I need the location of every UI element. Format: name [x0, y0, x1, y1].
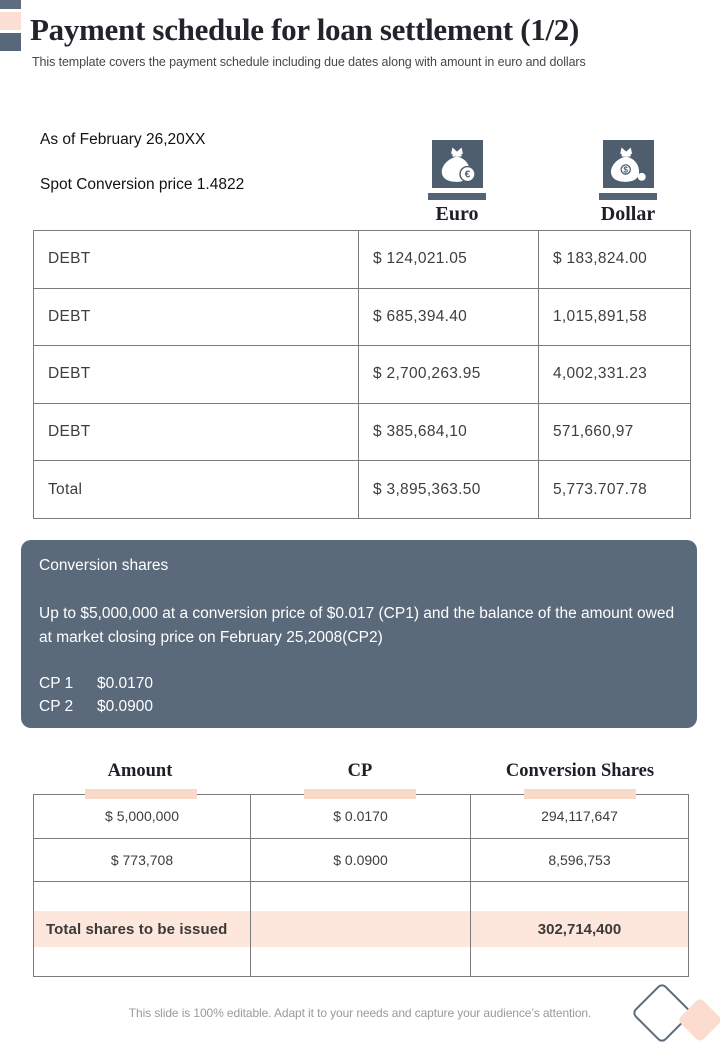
- debt-dollar-cell: 571,660,97: [539, 403, 691, 461]
- debt-euro-cell: $ 685,394.40: [359, 288, 539, 346]
- total-shares-value: 302,714,400: [471, 911, 688, 947]
- cp1-value: $0.0170: [97, 675, 154, 692]
- table-row: [34, 838, 689, 882]
- total-label-cell: Total: [34, 461, 359, 519]
- footer-note: This slide is 100% editable. Adapt it to your needs and capture your audience’s attention.: [128, 1006, 592, 1020]
- debt-label-cell: DEBT: [34, 403, 359, 461]
- cp1-line: [39, 672, 679, 695]
- cp-cell: $ 0.0900: [251, 838, 471, 882]
- conversion-shares-body: Up to $5,000,000 at a conversion price of $0.017 (CP1) and the balance of the amount owed at market closing price on February 25,2008(CP2): [39, 605, 675, 646]
- table-row-total: [34, 461, 691, 519]
- amount-header-accent-bar: [85, 789, 197, 799]
- dollar-money-bag-icon: [603, 140, 654, 188]
- debt-euro-cell: $ 2,700,263.95: [359, 346, 539, 404]
- dollar-label: Dollar: [600, 203, 656, 225]
- total-shares-label-cell: [34, 882, 251, 977]
- cp1-label: CP 1: [39, 675, 74, 692]
- table-row: [34, 403, 691, 461]
- corner-square-peach: [0, 12, 21, 30]
- conversion-shares-header-accent-bar: [524, 789, 636, 799]
- table-row: [34, 288, 691, 346]
- debt-dollar-cell: 4,002,331.23: [539, 346, 691, 404]
- table-row-total: [34, 882, 689, 977]
- total-euro-cell: $ 3,895,363.50: [359, 461, 539, 519]
- dollar-icon-underline: [599, 193, 657, 200]
- total-shares-empty-cell: [251, 882, 471, 977]
- corner-square-slate-bottom: [0, 33, 21, 51]
- euro-column-header: [428, 140, 486, 226]
- page-subtitle: This template covers the payment schedule including due dates along with amount in euro and dollars: [32, 55, 586, 69]
- total-shares-label: Total shares to be issued: [34, 911, 250, 947]
- amount-cell: $ 5,000,000: [34, 795, 251, 839]
- amount-cell: $ 773,708: [34, 838, 251, 882]
- shares-cell: 294,117,647: [471, 795, 689, 839]
- debt-table: [33, 230, 691, 519]
- cp2-label: CP 2: [39, 698, 74, 715]
- debt-euro-cell: $ 385,684,10: [359, 403, 539, 461]
- conversion-shares-heading: Conversion shares: [39, 557, 169, 574]
- amount-column-header: Amount: [107, 761, 173, 781]
- euro-icon-underline: [428, 193, 486, 200]
- cp2-line: [39, 695, 679, 718]
- as-of-date-text: As of February 26,20XX: [40, 131, 206, 148]
- debt-dollar-cell: 1,015,891,58: [539, 288, 691, 346]
- euro-money-bag-icon: [432, 140, 483, 188]
- conversion-shares-callout: [21, 540, 697, 728]
- debt-label-cell: DEBT: [34, 231, 359, 289]
- debt-label-cell: DEBT: [34, 346, 359, 404]
- cp2-value: $0.0900: [97, 698, 154, 715]
- debt-dollar-cell: $ 183,824.00: [539, 231, 691, 289]
- corner-square-slate-top: [0, 0, 21, 9]
- cp-cell: $ 0.0170: [251, 795, 471, 839]
- debt-euro-cell: $ 124,021.05: [359, 231, 539, 289]
- euro-label: Euro: [435, 203, 479, 225]
- shares-cell: 8,596,753: [471, 838, 689, 882]
- page-title: Payment schedule for loan settlement (1/2): [30, 12, 580, 47]
- cp-header-accent-bar: [304, 789, 416, 799]
- table-row: [34, 231, 691, 289]
- total-shares-value-cell: [471, 882, 689, 977]
- total-shares-empty: [251, 911, 470, 947]
- svg-text:€: €: [464, 169, 471, 181]
- total-dollar-cell: 5,773.707.78: [539, 461, 691, 519]
- table-row: [34, 346, 691, 404]
- spot-conversion-price-text: Spot Conversion price 1.4822: [40, 176, 245, 193]
- shares-table: [33, 794, 689, 977]
- dollar-column-header: [599, 140, 657, 226]
- debt-label-cell: DEBT: [34, 288, 359, 346]
- table-row: [34, 795, 689, 839]
- svg-text:$: $: [623, 165, 629, 175]
- conversion-shares-column-header: Conversion Shares: [505, 761, 655, 781]
- cp-column-header: CP: [347, 761, 373, 781]
